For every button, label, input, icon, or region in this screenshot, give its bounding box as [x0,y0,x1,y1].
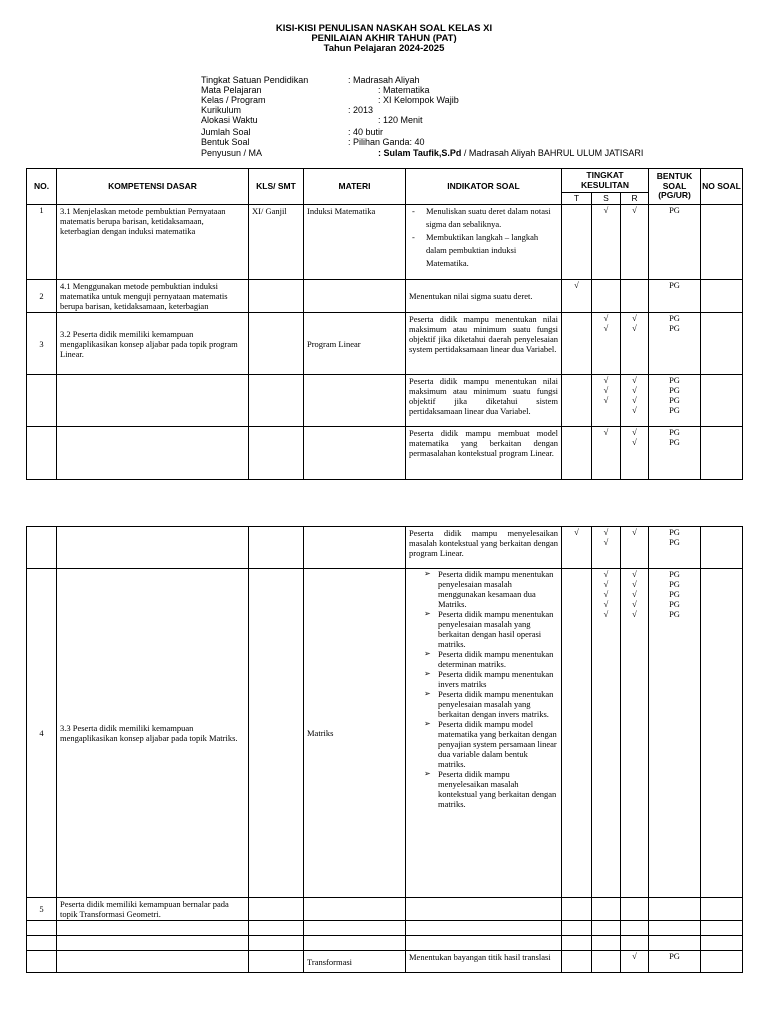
kompetensi-dasar [57,527,249,569]
no-soal [701,569,743,898]
bentuk-value: PG [669,589,680,599]
header-tingkat-kesulitan: TINGKAT KESULITAN [562,169,649,193]
check-mark: √ [603,537,609,547]
tingkat-s [592,527,621,569]
info-label: Mata Pelajaran [201,85,262,95]
header-no: NO. [27,169,57,205]
check-mark: √ [603,527,609,537]
bentuk-value: PG [669,395,680,405]
header-no-soal: NO SOAL [701,169,743,205]
tingkat-t: √ [562,280,592,313]
bentuk-soal [649,375,701,427]
kelas-semester: XI/ Ganjil [249,205,304,280]
bentuk-soal [649,527,701,569]
no-soal [701,427,743,480]
indikator-soal: Peserta didik mampu menyelesaikan masalah kontekstual yang berkaitan dengan program Linear. [406,527,562,569]
kisi-kisi-table-page1 [26,168,743,480]
tingkat-t [562,375,592,427]
info-label: Kurikulum [201,105,242,115]
bentuk-value: PG [669,323,680,333]
info-value [378,148,643,158]
table-row [27,375,743,427]
check-mark: √ [632,609,637,619]
indikator-soal [406,898,562,921]
info-value: : 120 Menit [378,115,423,125]
table-row [27,527,743,569]
bentuk-value: PG [669,537,680,547]
check-mark: √ [603,579,609,589]
kisi-kisi-table-page2 [26,526,743,973]
tingkat-t [562,951,592,973]
materi [304,898,406,921]
check-mark: √ [632,323,637,333]
bentuk-soal: PG [649,205,701,280]
indikator-item: ➢ Peserta didik mampu menyelesaikan masalah kontekstual yang berkaitan dengan matriks. [438,769,557,809]
table-row [27,921,743,936]
bentuk-soal: PG [649,951,701,973]
check-mark: √ [603,599,609,609]
info-label: Penyusun / MA [201,148,263,158]
check-mark: √ [603,375,609,385]
check-mark: √ [632,405,637,415]
bentuk-value: PG [669,313,680,323]
author-name: : Sulam Taufik,S.Pd [378,148,462,158]
check-mark: √ [632,385,637,395]
no-soal [701,527,743,569]
bentuk-value: PG [669,569,680,579]
no-soal [701,375,743,427]
check-mark: √ [603,589,609,599]
materi [304,527,406,569]
check-mark: √ [632,427,637,437]
tingkat-r: √ [621,527,649,569]
table-row [27,313,743,375]
tingkat-r: √ [621,205,649,280]
table-row [27,569,743,898]
check-mark: √ [632,375,637,385]
document-subtitle: PENILAIAN AKHIR TAHUN (PAT) [311,33,457,44]
check-mark: √ [632,569,637,579]
no-soal [701,951,743,973]
no-soal [701,205,743,280]
tingkat-s [592,280,621,313]
header-t: T [562,193,592,205]
check-mark: √ [632,313,637,323]
indikator-soal: Peserta didik mampu membuat model matematika yang berkaitan dengan permasalahan kontekstual program Linear. [406,427,562,480]
info-label: Jumlah Soal [201,127,251,137]
info-value: : 2013 [348,105,374,115]
table-row [27,280,743,313]
tingkat-r [621,375,649,427]
kompetensi-dasar: 3.2 Peserta didik memiliki kemampuan mengaplikasikan konsep aljabar pada topik program Linear. [57,313,249,375]
bentuk-soal [649,898,701,921]
header-r: R [621,193,649,205]
author-school: / Madrasah Aliyah BAHRUL ULUM JATISARI [461,148,644,158]
kelas-semester [249,427,304,480]
row-number: 4 [27,569,57,898]
row-number: 3 [27,313,57,375]
bentuk-soal: PG [649,280,701,313]
table-row [27,205,743,280]
academic-year: Tahun Pelajaran 2024-2025 [323,43,445,54]
indikator-item: - Menuliskan suatu deret dalam notasi sigma dan sebaliknya. [426,205,557,231]
tingkat-t: √ [562,527,592,569]
indikator-soal: Menentukan bayangan titik hasil translasi [406,951,562,973]
tingkat-t [562,569,592,898]
info-value: : 40 butir [348,127,384,137]
info-block [201,75,681,165]
bentuk-value: PG [669,599,680,609]
table-row [27,898,743,921]
table-row [27,936,743,951]
tingkat-r [621,427,649,480]
row-number [27,427,57,480]
row-number [27,951,57,973]
bentuk-value: PG [669,405,680,415]
info-label: Alokasi Waktu [201,115,258,125]
indikator-item: ➢ Peserta didik mampu menentukan invers matriks [438,669,557,689]
kompetensi-dasar [57,427,249,480]
header-kelas-semester: KLS/ SMT [249,169,304,205]
info-value: : Madrasah Aliyah [348,75,420,85]
check-mark: √ [632,437,637,447]
bentuk-value: PG [669,385,680,395]
bentuk-soal [649,427,701,480]
tingkat-r [621,313,649,375]
table-row [27,951,743,973]
tingkat-s [592,898,621,921]
info-label: Kelas / Program [201,95,266,105]
row-number [27,527,57,569]
bentuk-value: PG [669,437,680,447]
check-mark: √ [603,609,609,619]
indikator-item: ➢ Peserta didik mampu menentukan penyelesaian masalah yang berkaitan dengan hasil operasi matriks. [438,609,557,649]
tingkat-s: √ [592,205,621,280]
kompetensi-dasar: 3.1 Menjelaskan metode pembuktian Pernyataan matematis berupa barisan, ketidaksamaan, keterbagian dengan induksi matematika [57,205,249,280]
header-indikator-soal: INDIKATOR SOAL [406,169,562,205]
tingkat-s: √ [592,427,621,480]
row-number: 2 [27,280,57,313]
indikator-item: ➢ Peserta didik mampu menentukan penyelesaian masalah menggunakan kesamaan dua Matriks. [438,569,557,609]
row-number: 1 [27,205,57,280]
indikator-soal [406,569,562,898]
row-number [27,375,57,427]
no-soal [701,280,743,313]
no-soal [701,313,743,375]
kelas-semester [249,527,304,569]
tingkat-r [621,898,649,921]
bentuk-value: PG [669,579,680,589]
tingkat-s [592,569,621,898]
materi [304,280,406,313]
table-row [27,427,743,480]
check-mark: √ [632,395,637,405]
kelas-semester [249,898,304,921]
tingkat-t [562,898,592,921]
check-mark: √ [603,569,609,579]
indikator-soal: Peserta didik mampu menentukan nilai maksimum atau minimum suatu fungsi objektif jika diketahui sistem pertidaksamaan linear dua Variabel. [406,375,562,427]
indikator-item: ➢ Peserta didik mampu menentukan determinan matriks. [438,649,557,669]
tingkat-r: √ [621,951,649,973]
tingkat-t [562,313,592,375]
bentuk-soal [649,569,701,898]
tingkat-r [621,280,649,313]
info-label: Tingkat Satuan Pendidikan [201,75,309,85]
materi [304,375,406,427]
kompetensi-dasar [57,375,249,427]
check-mark: √ [603,395,609,405]
bentuk-value: PG [669,609,680,619]
kelas-semester [249,951,304,973]
indikator-item: ➢ Peserta didik mampu menentukan penyelesaian masalah yang berkaitan dengan invers matriks. [438,689,557,719]
materi [304,427,406,480]
indikator-soal: Menentukan nilai sigma suatu deret. [406,280,562,313]
kompetensi-dasar: 4.1 Menggunakan metode pembuktian induksi matematika untuk menguji pernyataan matematis berupa barisan, ketidaksamaan, keterbagian [57,280,249,313]
check-mark: √ [632,599,637,609]
bentuk-value: PG [669,427,680,437]
check-mark: √ [603,385,609,395]
info-value: : Matematika [378,85,430,95]
kelas-semester [249,280,304,313]
tingkat-r [621,569,649,898]
row-number: 5 [27,898,57,921]
kompetensi-dasar: 3.3 Peserta didik memiliki kemampuan mengaplikasikan konsep aljabar pada topik Matriks. [57,569,249,898]
info-value: : XI Kelompok Wajib [378,95,459,105]
indikator-item: ➢ Peserta didik mampu model matematika yang berkaitan dengan penyajian system persamaan linear dua variable dalam bentuk matriks. [438,719,557,769]
check-mark: √ [632,579,637,589]
header-materi: MATERI [304,169,406,205]
tingkat-t [562,205,592,280]
bentuk-soal [649,313,701,375]
document-title: KISI-KISI PENULISAN NASKAH SOAL KELAS XI [275,23,493,34]
materi: Transformasi [304,951,406,973]
indikator-item: - Membuktikan langkah – langkah dalam pembuktian induksi Matematika. [426,231,557,270]
info-label: Bentuk Soal [201,137,250,147]
bentuk-value: PG [669,375,680,385]
indikator-soal: Peserta didik mampu menentukan nilai maksimum atau minimum suatu fungsi objektif jika diketahui daerah penyelesaian system pertidaksamaan linear dua Variabel. [406,313,562,375]
kompetensi-dasar: Peserta didik memiliki kemampuan bernalar pada topik Transformasi Geometri. [57,898,249,921]
materi: Matriks [304,569,406,898]
kelas-semester [249,375,304,427]
info-value: : Pilihan Ganda: 40 [348,137,425,147]
header-kompetensi-dasar: KOMPETENSI DASAR [57,169,249,205]
check-mark: √ [632,589,637,599]
bentuk-value: PG [669,527,680,537]
kompetensi-dasar [57,951,249,973]
tingkat-t [562,427,592,480]
kelas-semester [249,313,304,375]
tingkat-s [592,951,621,973]
indikator-soal [406,205,562,280]
check-mark: √ [603,313,609,323]
header-s: S [592,193,621,205]
tingkat-s [592,375,621,427]
kelas-semester [249,569,304,898]
tingkat-s [592,313,621,375]
materi: Program Linear [304,313,406,375]
materi: Induksi Matematika [304,205,406,280]
header-bentuk-soal: BENTUK SOAL (PG/UR) [649,169,701,205]
no-soal [701,898,743,921]
check-mark: √ [603,323,609,333]
